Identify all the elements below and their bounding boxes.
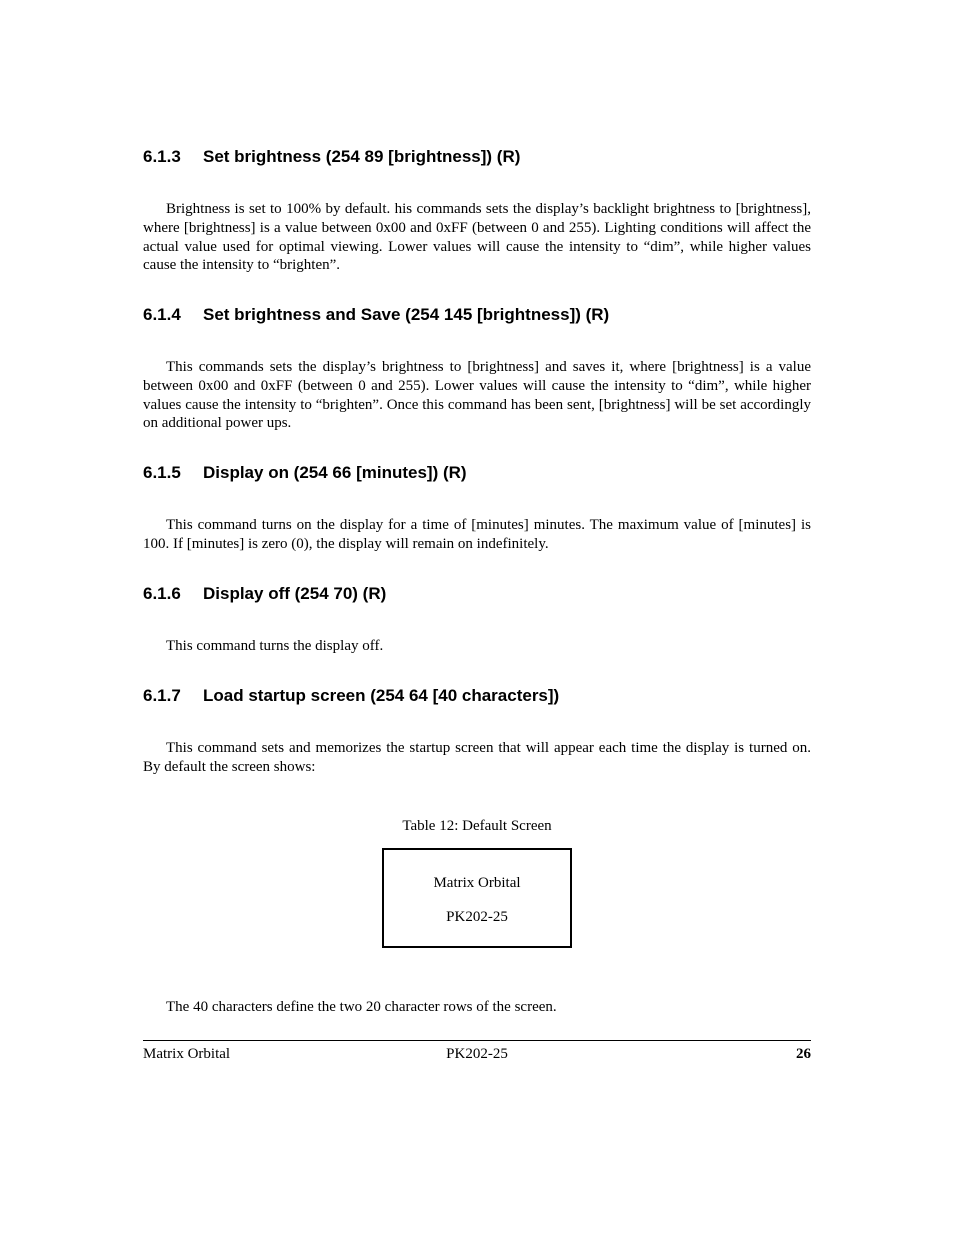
section-body: Brightness is set to 100% by default. his commands sets the display’s backlight brightness to [brightness], where [brightness] is a value between 0x00 and 0xFF (between 0 and 255). Lighting conditions will affect the actual value used for optimal viewing. Lower values will cause the intensity to “dim”, while higher values cause the intensity to “brighten”. <box>143 201 811 274</box>
section-body: This commands sets the display’s brightness to [brightness] and saves it, where [brightness] is a value between 0x00 and 0xFF (between 0 and 255). Lower values will cause the intensity to “dim”, while higher values cause the intensity to “brighten”. Once this command has been sent, [brightness] will be set accordingly on additional power ups. <box>143 359 811 432</box>
section-6-1-3 <box>143 147 811 275</box>
page-number: 26 <box>796 1046 811 1062</box>
section-6-1-5 <box>143 463 811 554</box>
document-page <box>143 0 811 1235</box>
section-heading <box>143 305 811 325</box>
screen-row-2: PK202-25 <box>446 909 508 925</box>
section-number: 6.1.7 <box>143 686 181 705</box>
section-title: Load startup screen (254 64 [40 characters]) <box>203 686 560 705</box>
default-screen-table <box>382 848 572 948</box>
closing-paragraph <box>143 998 811 1017</box>
footer-company: Matrix Orbital <box>143 1046 231 1062</box>
section-number: 6.1.3 <box>143 147 181 166</box>
screen-row-1: Matrix Orbital <box>433 875 521 891</box>
section-6-1-7 <box>143 686 811 777</box>
section-number: 6.1.6 <box>143 584 181 603</box>
page-footer <box>143 1044 811 1064</box>
section-title: Display off (254 70) (R) <box>203 584 387 603</box>
section-body: This command turns on the display for a time of [minutes] minutes. The maximum value of [minutes] is 100. If [minutes] is zero (0), the display will remain on indefinitely. <box>143 517 811 552</box>
section-heading <box>143 686 811 706</box>
closing-text: The 40 characters define the two 20 character rows of the screen. <box>166 999 557 1015</box>
footer-divider <box>143 1040 811 1041</box>
section-body: This command sets and memorizes the startup screen that will appear each time the display is turned on. By default the screen shows: <box>143 740 811 775</box>
section-title: Display on (254 66 [minutes]) (R) <box>203 463 467 482</box>
section-number: 6.1.5 <box>143 463 181 482</box>
section-title: Set brightness and Save (254 145 [brightness]) (R) <box>203 305 610 324</box>
section-6-1-6 <box>143 584 811 656</box>
section-heading <box>143 147 811 167</box>
section-heading <box>143 463 811 483</box>
section-title: Set brightness (254 89 [brightness]) (R) <box>203 147 521 166</box>
footer-model: PK202-25 <box>446 1046 508 1062</box>
section-number: 6.1.4 <box>143 305 181 324</box>
section-body: This command turns the display off. <box>166 638 384 654</box>
table-caption: Table 12: Default Screen <box>402 818 552 834</box>
section-6-1-4 <box>143 305 811 433</box>
section-heading <box>143 584 811 604</box>
